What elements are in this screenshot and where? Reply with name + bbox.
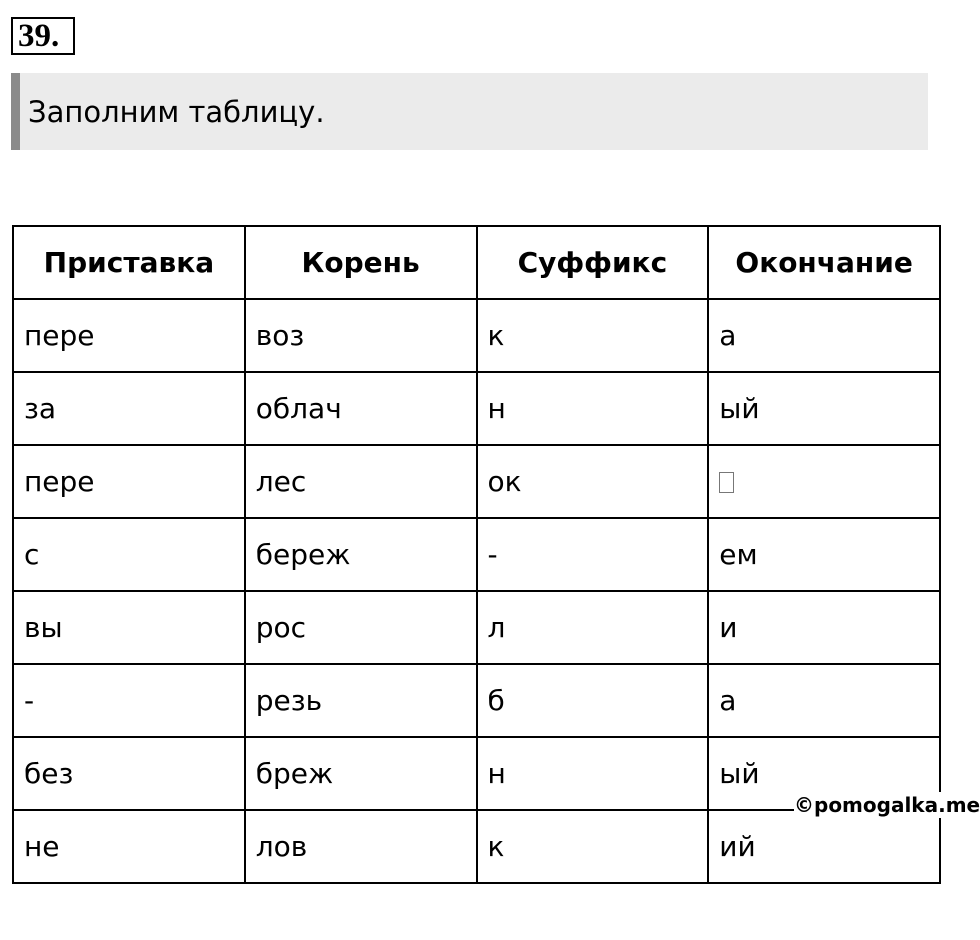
cell-prefix: без (13, 737, 245, 810)
cell-prefix: не (13, 810, 245, 883)
cell-root: береж (245, 518, 477, 591)
morpheme-table (12, 225, 941, 884)
cell-root: бреж (245, 737, 477, 810)
cell-root: рос (245, 591, 477, 664)
table-row (13, 664, 940, 737)
cell-suffix: ок (477, 445, 709, 518)
cell-prefix: с (13, 518, 245, 591)
cell-root: воз (245, 299, 477, 372)
header-suffix: Суффикс (477, 226, 709, 299)
table-row (13, 445, 940, 518)
cell-root: облач (245, 372, 477, 445)
cell-prefix: - (13, 664, 245, 737)
cell-suffix: л (477, 591, 709, 664)
table-row (13, 591, 940, 664)
cell-root: лов (245, 810, 477, 883)
cell-suffix: н (477, 737, 709, 810)
cell-suffix: н (477, 372, 709, 445)
instruction-banner (11, 73, 928, 150)
cell-ending: ем (708, 518, 940, 591)
cell-ending: ый (708, 372, 940, 445)
cell-ending: ый (708, 737, 940, 810)
cell-prefix: вы (13, 591, 245, 664)
table-row (13, 372, 940, 445)
instruction-text: Заполним таблицу. (28, 95, 325, 129)
cell-prefix: за (13, 372, 245, 445)
cell-ending: а (708, 664, 940, 737)
cell-ending: и (708, 591, 940, 664)
cell-ending: а (708, 299, 940, 372)
table-row (13, 810, 940, 883)
cell-ending (708, 445, 940, 518)
table-row (13, 299, 940, 372)
header-root: Корень (245, 226, 477, 299)
header-ending: Окончание (708, 226, 940, 299)
watermark: ©pomogalka.me (794, 793, 980, 817)
cell-prefix: пере (13, 299, 245, 372)
cell-prefix: пере (13, 445, 245, 518)
header-prefix: Приставка (13, 226, 245, 299)
header-row (13, 226, 940, 299)
empty-ending-box-icon (719, 472, 734, 493)
table-row (13, 518, 940, 591)
cell-root: лес (245, 445, 477, 518)
cell-root: резь (245, 664, 477, 737)
cell-ending: ий (708, 810, 940, 883)
cell-suffix: б (477, 664, 709, 737)
cell-suffix: к (477, 299, 709, 372)
cell-suffix: к (477, 810, 709, 883)
exercise-number: 39. (11, 17, 75, 55)
cell-suffix: - (477, 518, 709, 591)
